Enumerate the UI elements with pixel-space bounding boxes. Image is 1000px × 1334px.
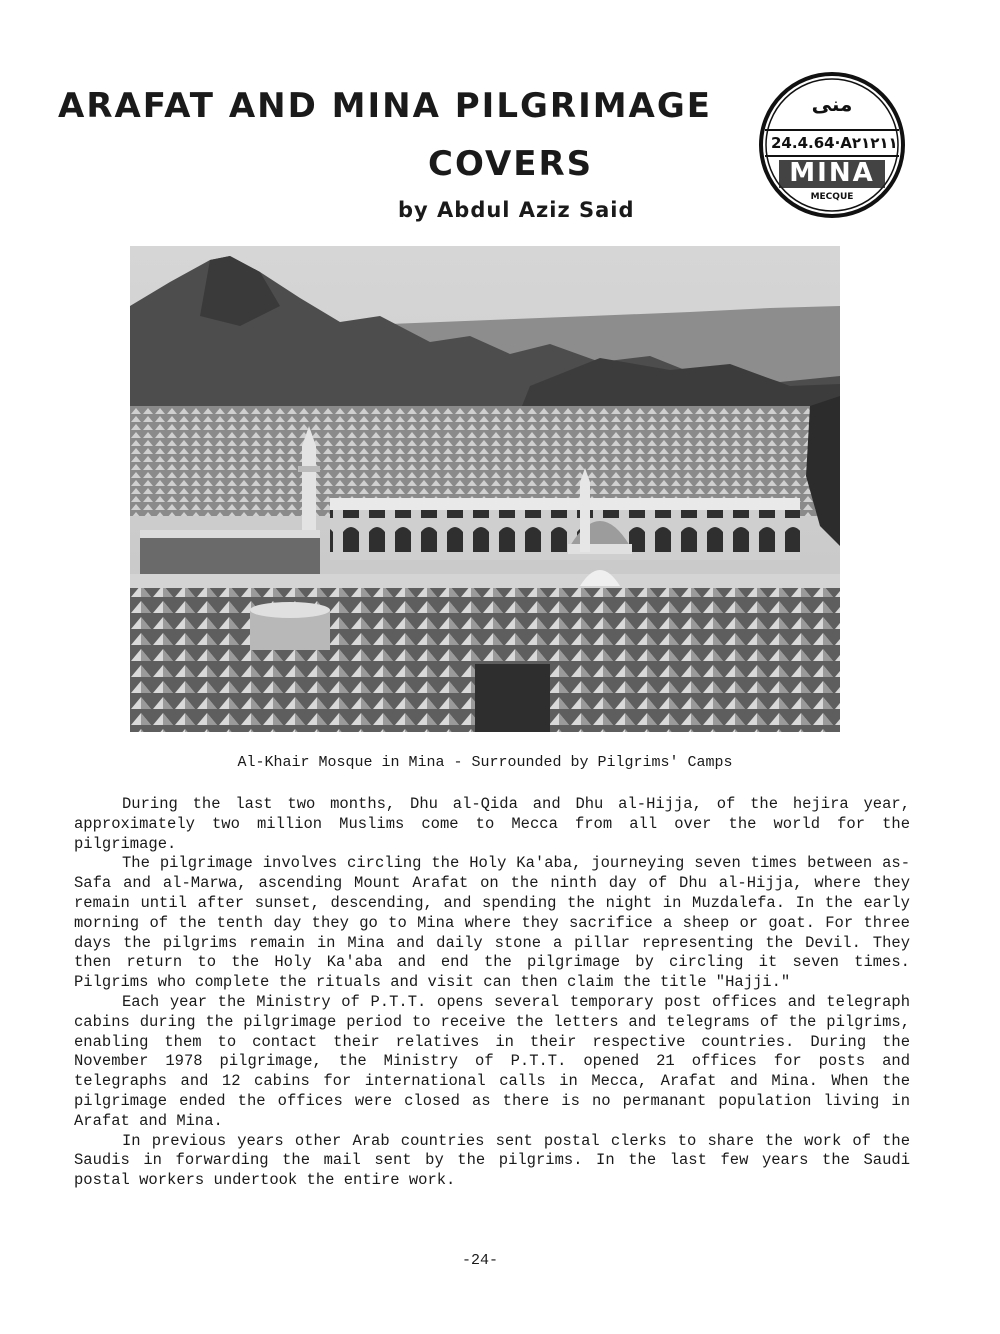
photo-caption: Al-Khair Mosque in Mina - Surrounded by Pilgrims' Camps bbox=[237, 754, 733, 771]
paragraph-2: The pilgrimage involves circling the Holy Ka'aba, journeying seven times between as-Safa and al-Marwa, ascending Mount Arafat on the ninth day of Dhu al-Hijja, where they remain until after sunset, descending, and spending the night in Muzdalefa. In the early morning of the tenth day they go to Mina where they sacrifice a sheep or goat. For three days the pilgrims remain in Mina and daily stone a pillar representing the Devil. They then return to the Holy Ka'aba and end the pilgrimage by circling it seven times. Pilgrims who complete the rituals and visit can then claim the title "Hajji." bbox=[74, 854, 910, 992]
postmark-place: MINA bbox=[789, 158, 875, 188]
paragraph-4: In previous years other Arab countries sent postal clerks to share the work of the Saudis in forwarding the mail sent by the pilgrims. In the last few years the Saudi postal workers undertook the entire work. bbox=[74, 1131, 910, 1190]
paragraph-3: Each year the Ministry of P.T.T. opens several temporary post offices and telegraph cabins during the pilgrimage period to receive the letters and telegrams of the pilgrims, enabling them to contact their relatives in their respective countries. During the November 1978 pilgrimage, the Ministry of P.T.T. opened 21 offices for posts and telegraphs and 12 cabins for international calls in Mecca, Arafat and Mina. When the pilgrimage ended the offices were closed as there is no permanant population living in Arafat and Mina. bbox=[74, 992, 910, 1130]
article-body bbox=[74, 795, 910, 1191]
article-title-line-2: COVERS bbox=[428, 144, 594, 184]
postmark-arabic-text: منى bbox=[811, 92, 853, 116]
article-title-line-1: ARAFAT AND MINA PILGRIMAGE bbox=[58, 86, 713, 126]
mina-postmark bbox=[757, 70, 907, 220]
postmark-sub: MECQUE bbox=[810, 192, 854, 202]
mosque-photo-illustration bbox=[130, 246, 840, 732]
article-byline: by Abdul Aziz Said bbox=[398, 198, 635, 222]
paragraph-1: During the last two months, Dhu al-Qida and Dhu al-Hijja, of the hejira year, approximately two million Muslims come to Mecca from all over the world for the pilgrimage. bbox=[74, 795, 910, 853]
postmark-date: 24.4.64·A٢١٢١١ bbox=[771, 134, 898, 152]
page-number: -24- bbox=[461, 1252, 498, 1269]
mosque-photo bbox=[130, 246, 840, 732]
